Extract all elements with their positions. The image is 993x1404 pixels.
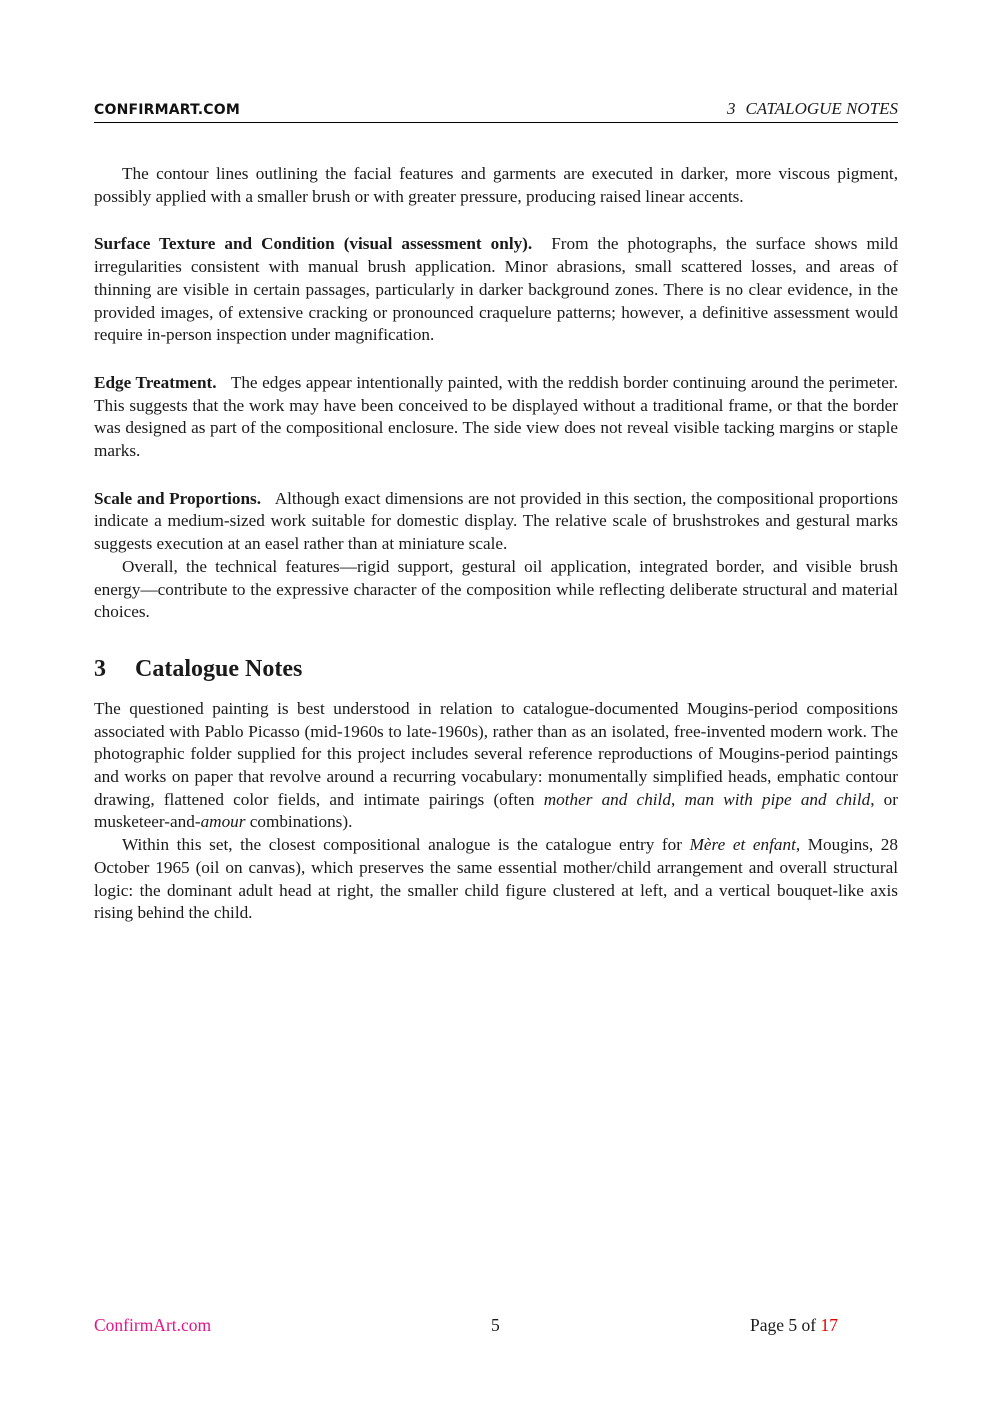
page-footer [94, 1315, 838, 1339]
edge-heading: Edge Treatment. [94, 372, 217, 392]
surface-paragraph [94, 233, 898, 347]
footer-total-pages-link[interactable]: 17 [820, 1315, 838, 1335]
page-header [94, 98, 898, 123]
scale-heading: Scale and Proportions. [94, 488, 261, 508]
running-head-number: 3 [726, 99, 736, 118]
catalogue-text-a: The questioned painting is best understood in relation to catalogue-documented Mougins-period compositions associated with Pablo Picasso (mid-1960s to late-1960s), rather than as an isolated, free-invented modern work. The photographic folder supplied for this project includes several reference reproductions of Mougins-period paintings and works on paper that revolve around a recurring vocabulary: monumentally simplified heads, emphatic contour drawing, flattened color fields, and intimate pairings (often [94, 698, 898, 809]
running-head [727, 99, 898, 119]
surface-text: From the photographs, the surface shows mild irregularities consistent with manual brush application. Minor abrasions, small scattered losses, and areas of thinning are visible in certain passages, particularly in darker background zones. There is no clear evidence, in the provided images, of extensive cracking or pronounced craquelure patterns; however, a definitive assessment would require in-person inspection under magnification. [94, 234, 898, 345]
catalogue-emphasis-1: mother and child [543, 789, 671, 809]
footer-page-label: Page 5 of [750, 1315, 821, 1335]
running-head-title: CATALOGUE NOTES [745, 99, 898, 118]
scale-text: Although exact dimensions are not provided in this section, the compositional proportions indicate a medium-sized work suitable for domestic display. The relative scale of brushstrokes and gestural marks suggests execution at an easel rather than at miniature scale. [94, 488, 898, 554]
catalogue-text-c: , or musketeer-and- [94, 789, 899, 832]
catalogue-title-emphasis: Mère et enfant [689, 835, 796, 855]
catalogue-paragraph-1 [94, 698, 898, 834]
edge-paragraph [94, 372, 898, 463]
section-heading [94, 654, 898, 684]
scale-paragraph [94, 488, 898, 556]
catalogue-text-e: Within this set, the closest compositional analogue is the catalogue entry for [122, 835, 690, 855]
catalogue-emphasis-2: man with pipe and child [684, 789, 871, 809]
section-title: Catalogue Notes [135, 655, 303, 682]
catalogue-text-b: , [670, 789, 685, 809]
section-number: 3 [94, 655, 106, 682]
surface-heading: Surface Texture and Condition (visual assessment only). [94, 234, 533, 254]
footer-page-number: 5 [491, 1315, 500, 1335]
footer-site-link[interactable]: ConfirmArt.com [94, 1315, 212, 1335]
overall-paragraph: Overall, the technical features—rigid support, gestural oil application, integrated border, and visible brush energy—contribute to the expressive character of the composition while reflecting deliberate structural and material choices. [94, 556, 898, 622]
site-logo: CONFIRMART.COM [94, 102, 241, 118]
catalogue-text-f: , Mougins, 28 October 1965 (oil on canvas), which preserves the same essential mother/child arrangement and overall structural logic: the dominant adult head at right, the smaller child figure clustered at left, and a vertical bouquet-like axis rising behind the child. [94, 835, 898, 923]
page-content [94, 163, 898, 925]
catalogue-paragraph-2 [94, 834, 898, 925]
edge-text: The edges appear intentionally painted, with the reddish border continuing around the perimeter. This suggests that the work may have been conceived to be displayed without a traditional frame, or that the border was designed as part of the compositional enclosure. The side view does not reveal visible tacking margins or staple marks. [94, 372, 899, 461]
catalogue-emphasis-3: amour [200, 812, 246, 832]
contour-paragraph: The contour lines outlining the facial features and garments are executed in darker, more viscous pigment, possibly applied with a smaller brush or with greater pressure, producing raised linear accents. [94, 164, 898, 206]
footer-page-count [750, 1315, 838, 1336]
catalogue-text-d: combinations). [245, 812, 353, 832]
